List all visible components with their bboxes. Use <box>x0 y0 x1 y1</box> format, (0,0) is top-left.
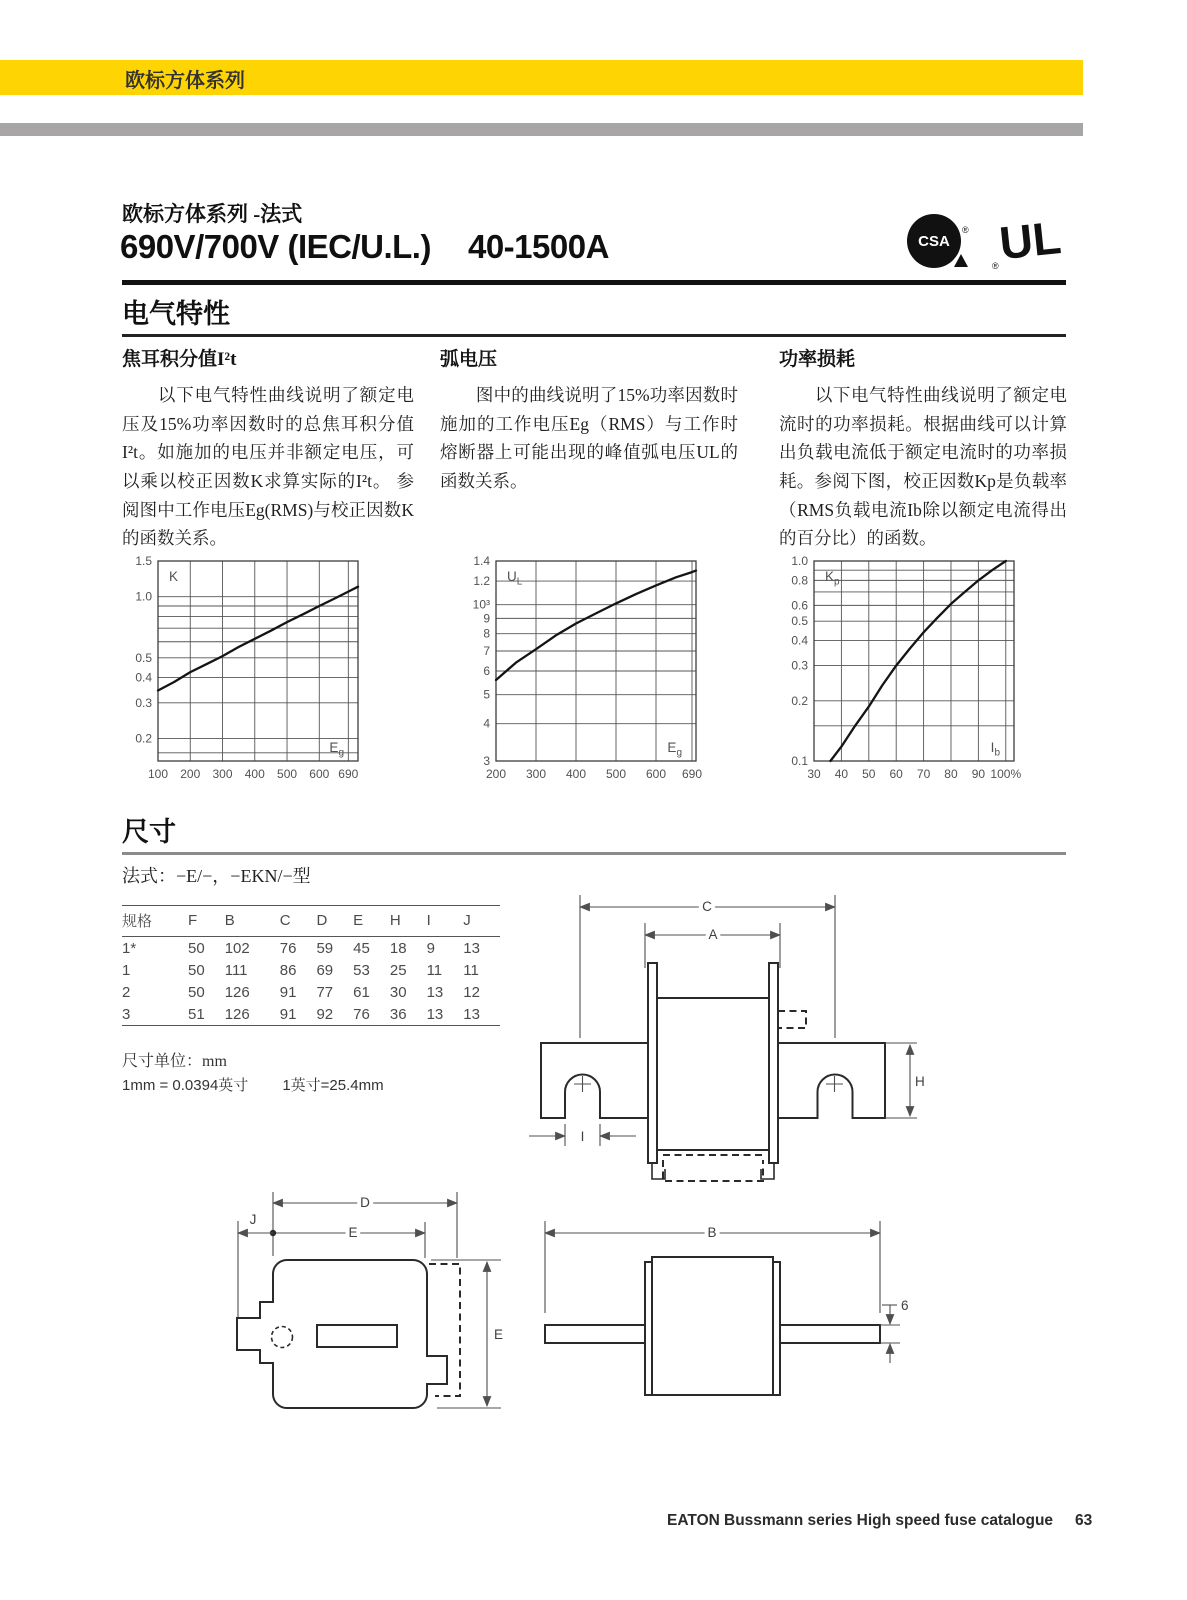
left-blade <box>545 1325 645 1343</box>
conversion-note <box>122 1074 384 1095</box>
column-header: I <box>427 906 464 937</box>
x-tick-label: 500 <box>277 767 298 781</box>
column-power-loss-heading: 功率损耗 <box>779 349 856 370</box>
y-tick-label: 7 <box>483 643 490 658</box>
x-tick-label: 300 <box>212 767 233 781</box>
drawing-blade-view <box>520 1185 910 1420</box>
cell: 9 <box>426 939 435 957</box>
column-header: J <box>463 906 500 937</box>
title-voltage: 690V/700V (IEC/U.L.) <box>120 228 431 265</box>
dim-label-e-horizontal: E <box>348 1225 358 1240</box>
cell: 59 <box>316 939 334 957</box>
divider-bar <box>0 123 1083 136</box>
right-plate <box>773 1262 780 1395</box>
axis-quantity-label: $I_b$ <box>990 740 1000 759</box>
cell: 92 <box>316 1005 334 1023</box>
cell: 126 <box>224 1005 250 1023</box>
x-tick-label: 40 <box>834 767 849 781</box>
cell: 2 <box>122 983 131 1001</box>
y-tick-label: 1.4 <box>473 554 490 568</box>
dim-label-i: I <box>580 1129 585 1144</box>
column-header: D <box>316 906 353 937</box>
cell: 30 <box>389 983 407 1001</box>
y-tick-label: 0.4 <box>135 670 152 685</box>
cell: 61 <box>353 983 370 1001</box>
cell: 50 <box>188 939 205 957</box>
series-subtitle: 欧标方体系列 -法式 <box>122 202 303 226</box>
cell: 3 <box>122 1005 131 1023</box>
cell: 77 <box>316 983 334 1001</box>
cell: 13 <box>463 1005 480 1023</box>
drawing-side-view <box>215 1160 515 1420</box>
y-tick-label: 9 <box>483 611 490 626</box>
ul-logo-icon <box>992 211 1063 271</box>
footer-page-number: 63 <box>1075 1512 1093 1529</box>
csa-logo-text: CSA <box>918 233 950 250</box>
cell: 45 <box>353 939 370 957</box>
y-tick-label: 0.6 <box>791 598 808 613</box>
title-rule <box>122 280 1066 285</box>
x-tick-label: 80 <box>944 767 958 781</box>
plot-frame <box>496 561 696 761</box>
dim-label-d: D <box>360 1195 370 1210</box>
x-tick-label: 690 <box>338 767 359 781</box>
right-end-plate <box>769 963 778 1163</box>
style-note: 法式：−E/−，−EKN/−型 <box>122 866 311 886</box>
column-header: B <box>225 906 280 937</box>
y-tick-label: 0.4 <box>791 633 808 648</box>
dashed-body-extension <box>663 1155 763 1181</box>
cell: 13 <box>463 939 480 957</box>
table-row <box>122 981 500 1003</box>
column-i2t <box>122 344 414 553</box>
left-plate <box>645 1262 652 1395</box>
x-tick-label: 200 <box>180 767 201 781</box>
drawing-front-view <box>523 878 928 1203</box>
y-tick-label: 0.5 <box>135 650 152 665</box>
left-end-plate <box>648 963 657 1163</box>
conversion-mm-to-inch: 1mm = 0.0394英寸 <box>122 1077 249 1094</box>
footer-catalogue-title: Bussmann series High speed fuse catalogue <box>724 1512 1054 1529</box>
y-tick-label: 8 <box>483 626 490 641</box>
plot-frame <box>814 561 1014 761</box>
cell: 50 <box>188 983 205 1001</box>
title-amperage: 40-1500A <box>467 228 609 265</box>
cell: 1 <box>122 961 131 979</box>
column-i2t-heading: 焦耳积分值I²t <box>122 349 237 370</box>
column-header: 规格 <box>122 906 188 937</box>
x-tick-label: 60 <box>889 767 903 781</box>
x-tick-label: 200 <box>485 767 507 781</box>
y-tick-label: 1.0 <box>791 554 808 568</box>
dim-label-j: J <box>249 1212 257 1227</box>
column-power-loss-body: 以下电气特性曲线说明了额定电流时的功率损耗。根据曲线可以计算出负载电流低于额定电流时的功率损耗。参阅下图，校正因数Kp是负载率（RMS负载电流Ib除以额定电流得出的百分比）的函数。 <box>779 385 1067 549</box>
conversion-inch-to-mm: 1英寸=25.4mm <box>282 1077 384 1094</box>
cell: 13 <box>426 983 444 1001</box>
x-tick-label: 600 <box>645 767 667 781</box>
cell: 76 <box>279 939 297 957</box>
y-tick-label: 1.0 <box>135 589 152 604</box>
y-tick-label: 10³ <box>472 597 490 612</box>
unit-note: 尺寸单位：mm <box>122 1053 227 1070</box>
certification-logos <box>900 205 1070 285</box>
y-tick-label: 3 <box>483 754 490 768</box>
y-tick-label: 1.5 <box>135 554 152 568</box>
column-header: E <box>353 906 390 937</box>
ul-logo-text: UL <box>996 211 1064 270</box>
chart-power-loss <box>768 543 1030 800</box>
column-header: F <box>188 906 225 937</box>
table-row <box>122 959 500 981</box>
y-tick-label: 6 <box>483 664 490 679</box>
dimension-table <box>122 905 500 1026</box>
y-tick-label: 0.3 <box>135 695 152 710</box>
cell: 12 <box>463 983 480 1001</box>
section-rule-electrical <box>122 334 1066 337</box>
y-tick-label: 5 <box>483 687 490 702</box>
column-arc-voltage-body: 图中的曲线说明了15%功率因数时施加的工作电压Eg（RMS）与工作时熔断器上可能出现的峰值弧电压UL的函数关系。 <box>440 385 738 492</box>
cell: 1* <box>122 939 137 957</box>
axis-quantity-label: $E_g$ <box>667 740 682 759</box>
plot-frame <box>158 561 358 761</box>
cell: 102 <box>224 939 250 957</box>
x-tick-label: 100% <box>990 767 1022 781</box>
cell: 11 <box>463 961 479 979</box>
series-banner <box>0 60 1083 95</box>
dashed-indicator <box>778 1011 806 1028</box>
page-footer <box>0 1512 1187 1534</box>
cell: 126 <box>224 983 250 1001</box>
chart-arc-voltage <box>450 543 712 800</box>
column-header: C <box>280 906 317 937</box>
section-title-electrical: 电气特性 <box>122 299 230 329</box>
data-curve <box>158 587 358 691</box>
column-arc-voltage-heading: 弧电压 <box>440 349 498 370</box>
chart-i2t-correction <box>112 543 374 800</box>
indicator-window <box>317 1325 397 1347</box>
x-tick-label: 400 <box>244 767 265 781</box>
x-tick-label: 400 <box>565 767 587 781</box>
series-banner-label: 欧标方体系列 <box>125 70 245 92</box>
x-tick-label: 30 <box>807 767 821 781</box>
x-tick-label: 600 <box>309 767 330 781</box>
cell: 91 <box>279 1005 297 1023</box>
cell: 36 <box>389 1005 407 1023</box>
dim-label-c: C <box>702 899 712 914</box>
y-tick-label: 0.3 <box>791 658 808 673</box>
data-curve <box>496 571 696 680</box>
cell: 25 <box>389 961 407 979</box>
cell: 111 <box>224 961 248 979</box>
column-arc-voltage <box>440 344 738 496</box>
section-rule-dimensions <box>122 852 1066 855</box>
right-mounting-tab <box>778 1043 885 1118</box>
y-tick-label: 0.1 <box>791 754 808 768</box>
cell: 69 <box>316 961 334 979</box>
axis-quantity-label: $U_L$ <box>507 569 523 588</box>
y-tick-label: 0.2 <box>135 731 152 746</box>
x-tick-label: 100 <box>147 767 169 781</box>
x-tick-label: 50 <box>862 767 876 781</box>
header-row <box>122 906 500 937</box>
page-title <box>120 228 609 266</box>
cell: 11 <box>426 961 443 979</box>
column-header: H <box>390 906 427 937</box>
cell: 18 <box>389 939 407 957</box>
dim-label-h: H <box>915 1074 925 1089</box>
csa-logo-icon <box>907 214 969 268</box>
axis-quantity-label: $K_p$ <box>825 569 840 588</box>
x-tick-label: 300 <box>525 767 547 781</box>
column-power-loss <box>779 344 1067 553</box>
right-blade <box>780 1325 880 1343</box>
cell: 51 <box>188 1005 205 1023</box>
data-curve <box>830 561 1005 761</box>
cell: 50 <box>188 961 205 979</box>
axis-quantity-label: K <box>169 569 179 584</box>
dim-label-thickness: 6 <box>901 1298 909 1313</box>
x-tick-label: 690 <box>681 767 703 781</box>
cell: 76 <box>353 1005 370 1023</box>
column-i2t-body: 以下电气特性曲线说明了额定电压及15%功率因数时的总焦耳积分值I²t。如施加的电压并非额定电压，可以乘以校正因数K求算实际的I²t。 参阅图中工作电压Eg(RMS)与校正因数K的函数关系。 <box>122 385 414 549</box>
y-tick-label: 4 <box>483 716 490 731</box>
left-mounting-tab <box>541 1043 648 1118</box>
x-tick-label: 70 <box>916 767 931 781</box>
cell: 86 <box>279 961 297 979</box>
fuse-body <box>657 998 769 1150</box>
cell: 53 <box>353 961 370 979</box>
y-tick-label: 0.5 <box>791 614 808 629</box>
footer-brand: EATON <box>667 1512 720 1529</box>
table-row <box>122 937 500 960</box>
y-tick-label: 1.2 <box>473 574 490 589</box>
cell: 91 <box>279 983 297 1001</box>
y-tick-label: 0.8 <box>791 573 808 588</box>
cell: 13 <box>426 1005 444 1023</box>
dim-label-e-vertical: E <box>494 1327 504 1342</box>
dim-label-b: B <box>707 1225 717 1240</box>
table-row <box>122 1003 500 1026</box>
csa-reg-mark: ® <box>962 225 969 235</box>
y-tick-label: 0.2 <box>791 693 808 708</box>
axis-quantity-label: $E_g$ <box>329 740 344 759</box>
section-title-dimensions: 尺寸 <box>122 817 176 847</box>
dim-label-a: A <box>708 927 718 942</box>
ul-reg-mark: ® <box>992 261 999 271</box>
fuse-body-blade-view <box>652 1257 773 1395</box>
x-tick-label: 90 <box>971 767 986 781</box>
x-tick-label: 500 <box>605 767 627 781</box>
